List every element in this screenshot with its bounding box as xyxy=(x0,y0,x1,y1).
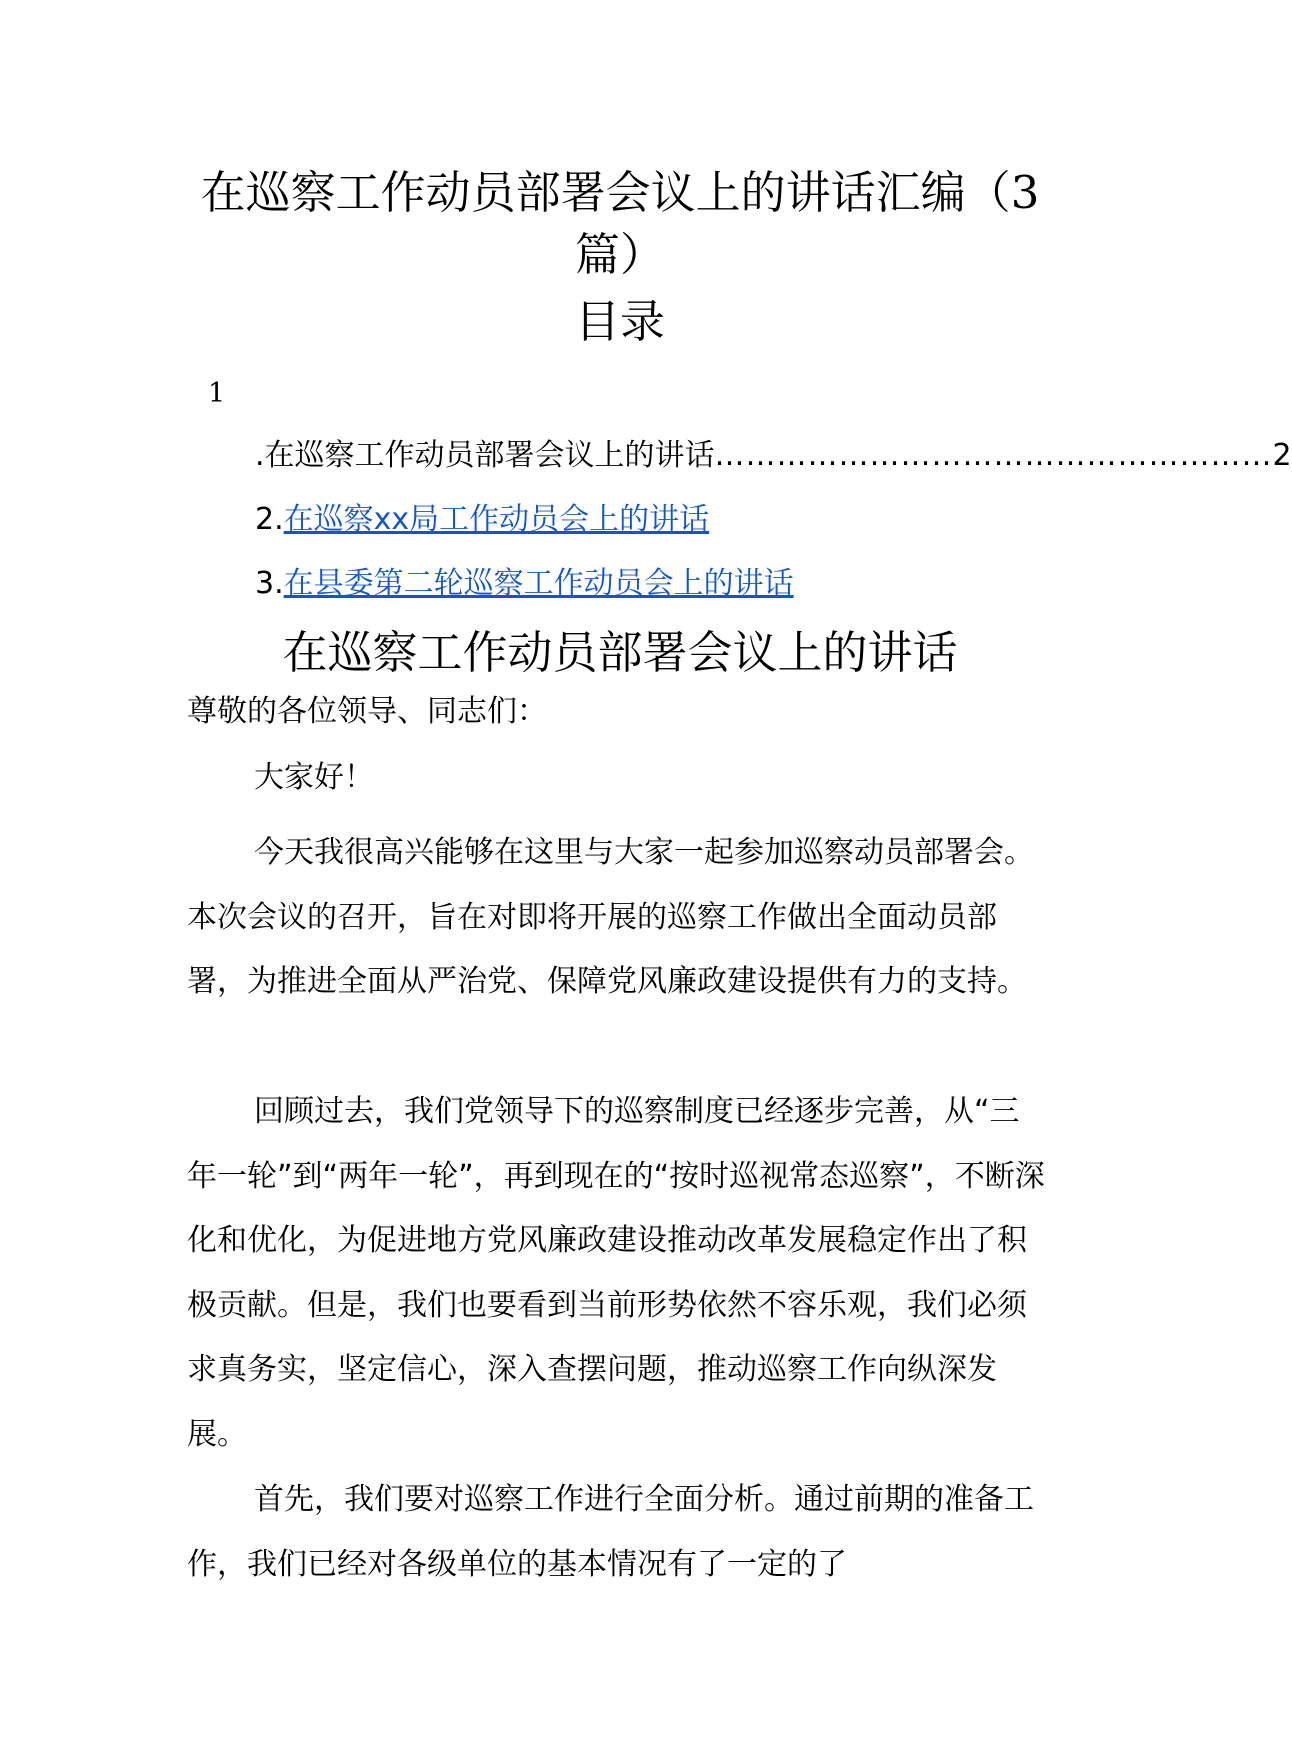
toc-item-prefix: 3. xyxy=(255,566,284,601)
toc-heading: 目录 xyxy=(574,295,665,348)
section-title: 在巡察工作动员部署会议上的讲话 xyxy=(282,626,958,679)
toc-item-link[interactable]: 在县委第二轮巡察工作动员会上的讲话 xyxy=(283,566,794,601)
toc-item-3[interactable] xyxy=(255,562,794,606)
toc-item-label: 在巡察工作动员部署会议上的讲话 xyxy=(264,438,715,473)
toc-item-prefix: . xyxy=(255,438,265,473)
toc-item-page: 2 xyxy=(1272,438,1292,473)
greeting: 大家好！ xyxy=(254,760,374,795)
document-title-count: 3 xyxy=(1010,166,1040,219)
toc-dot-leader: ……………………………………………… xyxy=(714,438,1273,473)
document-title-text: 在巡察工作动员部署会议上的讲话汇编（ xyxy=(200,166,1011,219)
body-paragraph-2: 回顾过去，我们党领导下的巡察制度已经逐步完善，从“三年一轮”到“两年一轮”，再到现在的“按时巡视常态巡察”，不断深化和优化，为促进地方党风廉政建设推动改革发展稳定作出了积极贡献。但是，我们也要看到当前形势依然不容乐观，我们必须求真务实，坚定信心，深入查摆问题，推动巡察工作向纵深发展。 xyxy=(187,1094,1045,1452)
toc-item-prefix: 2. xyxy=(255,502,284,537)
toc-item-link[interactable]: 在巡察xx局工作动员会上的讲话 xyxy=(283,502,710,537)
salutation: 尊敬的各位领导、同志们： xyxy=(187,694,547,729)
body-paragraph-1: 今天我很高兴能够在这里与大家一起参加巡察动员部署会。本次会议的召开，旨在对即将开展的巡察工作做出全面动员部署，为推进全面从严治党、保障党风廉政建设提供有力的支持。 xyxy=(187,835,1034,999)
toc-item-1[interactable] xyxy=(255,434,1292,478)
body-paragraph-3: 首先，我们要对巡察工作进行全面分析。通过前期的准备工作，我们已经对各级单位的基本情况有了一定的了 xyxy=(187,1482,1034,1582)
document-title-continuation: 篇） xyxy=(574,228,665,281)
document-title xyxy=(170,162,1070,224)
toc-item-2[interactable] xyxy=(255,498,709,542)
toc-list-marker: 1 xyxy=(208,378,226,409)
